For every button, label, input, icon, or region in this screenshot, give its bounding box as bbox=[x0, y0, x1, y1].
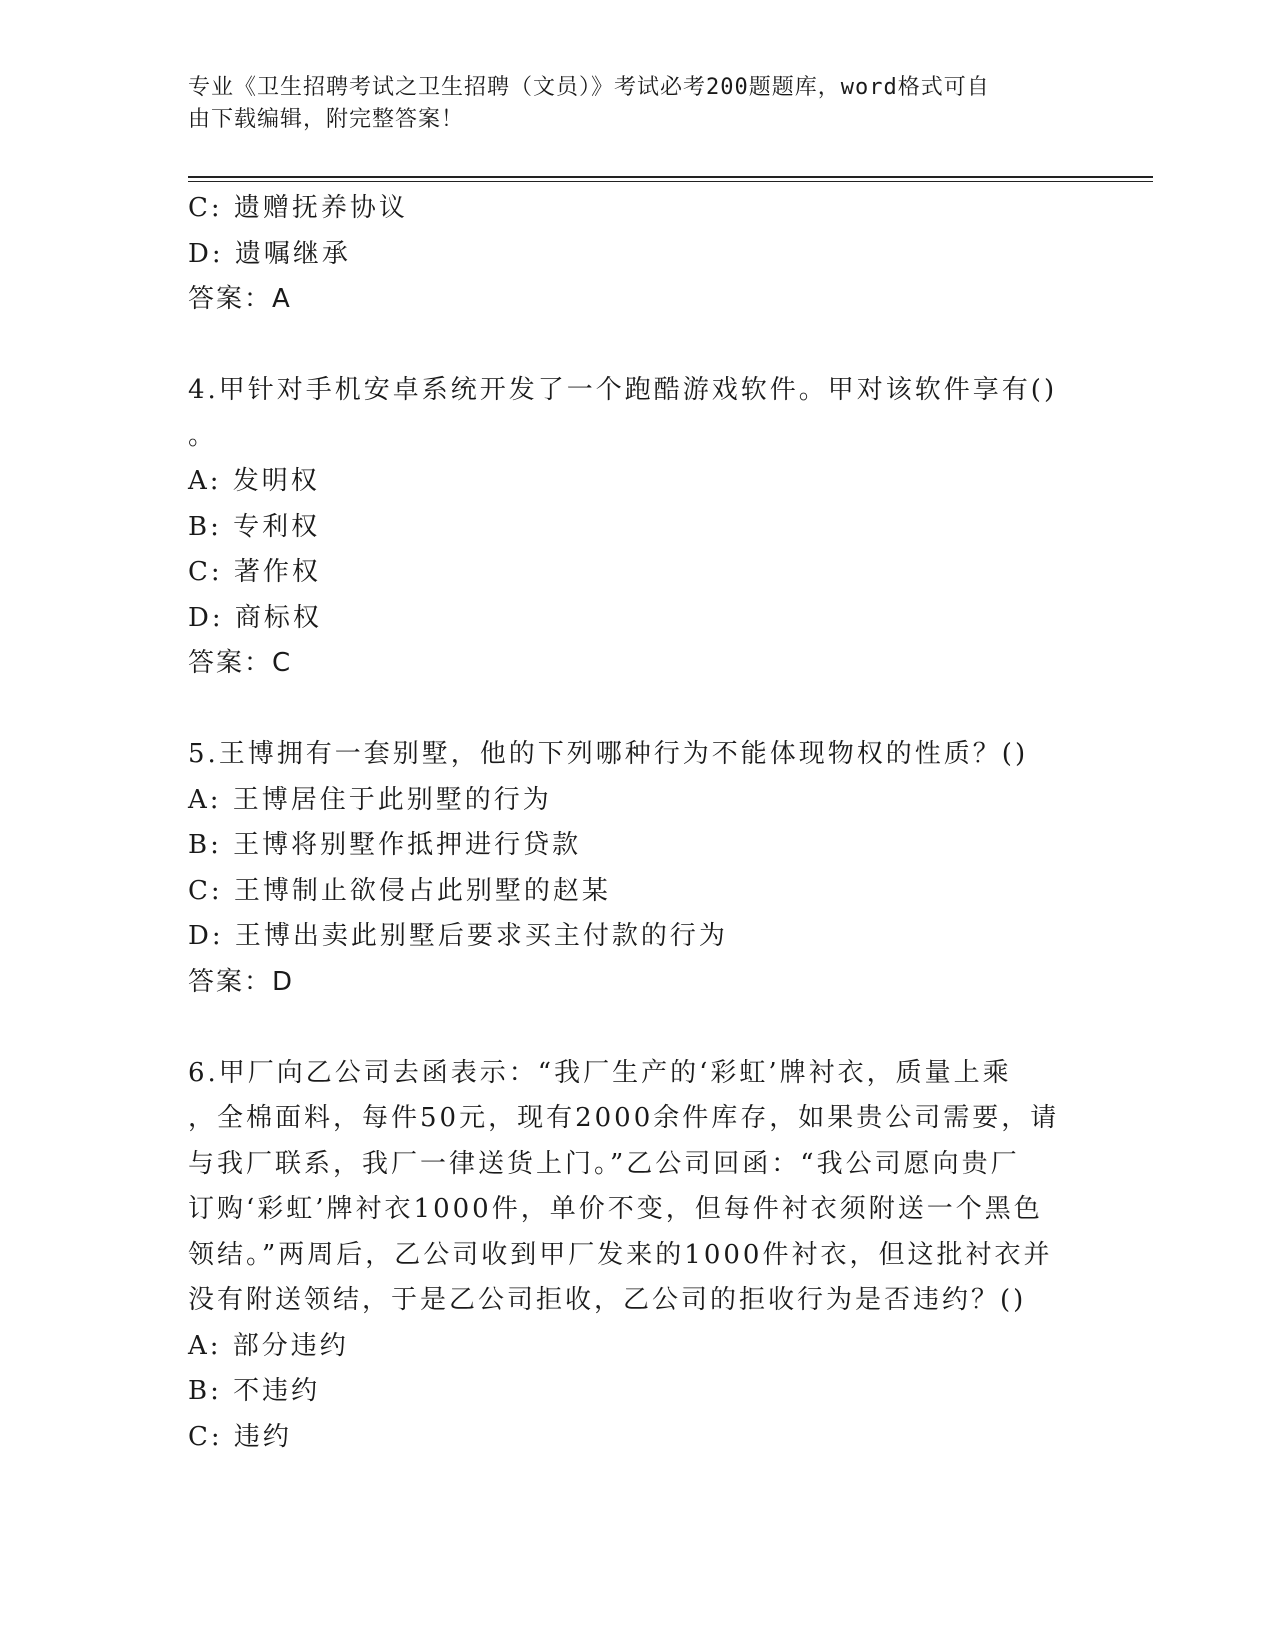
question-6-stem-line-1: 6.甲厂向乙公司去函表示：“我厂生产的‘彩虹’牌衬衣，质量上乘 bbox=[188, 1057, 1012, 1088]
question-3-answer: 答案：A bbox=[188, 284, 292, 314]
question-6-stem-line-3: 与我厂联系，我厂一律送货上门。”乙公司回函：“我公司愿向贵厂 bbox=[188, 1148, 1020, 1179]
question-6-stem-line-5: 领结。”两周后，乙公司收到甲厂发来的1000件衬衣，但这批衬衣并 bbox=[188, 1239, 1053, 1270]
header-divider-thin bbox=[188, 181, 1153, 182]
question-4-option-d: D: 商标权 bbox=[188, 602, 322, 633]
question-3-tail bbox=[188, 186, 1088, 323]
question-5-answer: 答案：D bbox=[188, 966, 295, 997]
document-body bbox=[188, 186, 1088, 1460]
header-line-2: 由下载编辑，附完整答案！ bbox=[188, 107, 465, 132]
question-4-stem-line-1: 4.甲针对手机安卓系统开发了一个跑酷游戏软件。甲对该软件享有() bbox=[188, 375, 1058, 405]
document-header bbox=[188, 72, 1068, 136]
question-4-option-a: A: 发明权 bbox=[188, 466, 320, 496]
spacer bbox=[188, 1005, 1088, 1051]
question-5-option-b: B: 王博将别墅作抵押进行贷款 bbox=[188, 830, 582, 860]
question-4-answer: 答案：C bbox=[188, 648, 293, 678]
question-3-option-c: C: 遗赠抚养协议 bbox=[188, 193, 408, 223]
question-6-stem-line-2: ，全棉面料，每件50元，现有2000余件库存，如果贵公司需要，请 bbox=[188, 1103, 1060, 1133]
question-4-stem-line-2: 。 bbox=[188, 420, 218, 451]
spacer bbox=[188, 687, 1088, 733]
question-5 bbox=[188, 732, 1088, 1005]
header-divider-thick bbox=[188, 176, 1153, 178]
question-6-option-b: B: 不违约 bbox=[188, 1376, 321, 1406]
question-5-option-a: A: 王博居住于此别墅的行为 bbox=[188, 784, 552, 815]
question-4 bbox=[188, 368, 1088, 687]
header-line-1: 专业《卫生招聘考试之卫生招聘（文员）》考试必考200题题库，word格式可自 bbox=[188, 75, 990, 100]
question-3-option-d: D: 遗嘱继承 bbox=[188, 238, 351, 269]
question-5-stem: 5.王博拥有一套别墅，他的下列哪种行为不能体现物权的性质？() bbox=[188, 739, 1029, 769]
question-6 bbox=[188, 1051, 1088, 1461]
question-4-option-b: B: 专利权 bbox=[188, 511, 321, 542]
question-4-option-c: C: 著作权 bbox=[188, 557, 321, 587]
spacer bbox=[188, 323, 1088, 369]
question-5-option-d: D: 王博出卖此别墅后要求买主付款的行为 bbox=[188, 921, 728, 951]
question-5-option-c: C: 王博制止欲侵占此别墅的赵某 bbox=[188, 875, 611, 906]
question-6-option-a: A: 部分违约 bbox=[188, 1330, 349, 1361]
question-6-stem-line-6: 没有附送领结，于是乙公司拒收，乙公司的拒收行为是否违约？() bbox=[188, 1285, 1027, 1315]
question-6-option-c: C: 违约 bbox=[188, 1421, 292, 1452]
question-6-stem-line-4: 订购‘彩虹’牌衬衣1000件，单价不变，但每件衬衣须附送一个黑色 bbox=[188, 1194, 1043, 1224]
